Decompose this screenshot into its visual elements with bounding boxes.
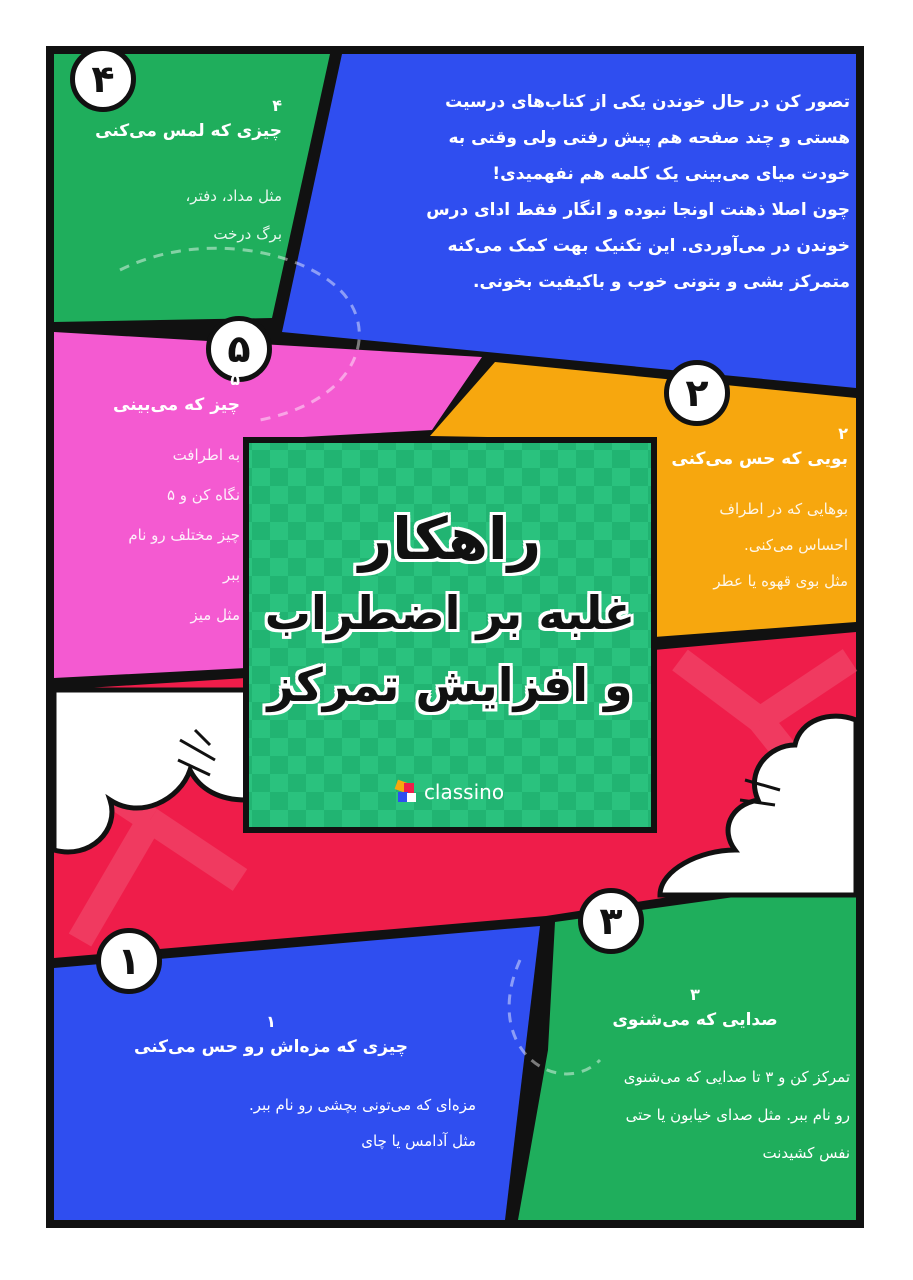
- panel-4-title: چیزی که لمس می‌کنی: [95, 121, 282, 141]
- panel-5-title: چیز که می‌بینی: [113, 395, 240, 415]
- panel-3-body: [540, 1058, 850, 1172]
- panel-1-title: چیزی که مزه‌اش رو حس می‌کنی: [134, 1037, 408, 1057]
- panel-2-number: ۲: [838, 424, 848, 443]
- center-title-line-1: راهکار: [358, 505, 542, 573]
- panel-3-body-line: تمرکز کن و ۳ تا صدایی که می‌شنوی: [623, 1068, 850, 1086]
- panel-5-body: [62, 435, 240, 635]
- panel-1-number: ۱: [266, 1012, 276, 1031]
- main-line: متمرکز بشی و بتونی خوب و باکیفیت بخونی.: [473, 272, 850, 292]
- panel-1-text: [66, 1012, 476, 1159]
- panel-2-body-line: مثل بوی قهوه یا عطر: [713, 572, 848, 590]
- panel-4-body-line: برگ درخت: [213, 225, 282, 243]
- main-line: چون اصلا ذهنت اونجا نبوده و انگار فقط ادای درس: [426, 200, 850, 220]
- main-line: خودت میای می‌بینی یک کلمه هم نفهمیدی!: [492, 164, 850, 184]
- panel-3-text: [540, 985, 850, 1172]
- panel-5-body-line: نگاه کن و ۵: [166, 486, 240, 504]
- panel-4-body: [62, 177, 282, 253]
- panel-5-text: [62, 370, 240, 635]
- panel-4-body-line: مثل مداد، دفتر،: [185, 187, 282, 205]
- panel-1-body-line: مثل آدامس یا چای: [361, 1132, 476, 1150]
- classino-logo-icon: [396, 781, 418, 803]
- badge-4: ۴: [70, 46, 136, 112]
- panel-1-body-line: مزه‌ای که می‌تونی بچشی رو نام ببر.: [248, 1096, 476, 1114]
- badge-5: ۵: [206, 316, 272, 382]
- panel-3-number: ۳: [690, 985, 700, 1004]
- panel-2-title: بویی که حس می‌کنی: [671, 449, 848, 469]
- center-title: [246, 440, 654, 830]
- panel-5-body-line: چیز مختلف رو نام: [128, 526, 240, 544]
- panel-3-body-line: نفس کشیدنت: [762, 1144, 850, 1162]
- panel-1-body: [66, 1087, 476, 1159]
- panel-5-body-line: ببر: [223, 566, 240, 584]
- panel-5-number: ۵: [230, 370, 240, 389]
- badge-1: ۱: [96, 928, 162, 994]
- panel-3-body-line: رو نام ببر. مثل صدای خیابون یا حتی: [625, 1106, 850, 1124]
- panel-3-title: صدایی که می‌شنوی: [612, 1010, 778, 1030]
- panel-2-body-line: بوهایی که در اطراف: [719, 500, 848, 518]
- main-paragraph: [346, 84, 850, 300]
- panel-4-text: [62, 96, 282, 253]
- panel-2-body: [662, 491, 848, 599]
- panel-4-number: ۴: [272, 96, 282, 115]
- brand-name: classino: [423, 780, 505, 804]
- panel-2-text: [662, 424, 848, 599]
- panel-2-body-line: احساس می‌کنی.: [744, 536, 848, 554]
- main-line: تصور کن در حال خوندن یکی از کتاب‌های درسیت: [445, 92, 850, 112]
- main-line: هستی و چند صفحه هم پیش رفتی ولی وقتی به: [448, 128, 850, 148]
- panel-5-body-line: مثل میز: [190, 606, 240, 624]
- badge-3: ۳: [578, 888, 644, 954]
- badge-2: ۲: [664, 360, 730, 426]
- center-title-line-3: و افزایش تمرکز: [267, 658, 633, 712]
- panel-5-body-line: به اطرافت: [172, 446, 240, 464]
- brand: [246, 780, 654, 804]
- main-line: خوندن در می‌آوردی. این تکنیک بهت کمک می‌کنه: [447, 236, 850, 256]
- center-title-line-2: غلبه بر اضطراب: [264, 586, 636, 640]
